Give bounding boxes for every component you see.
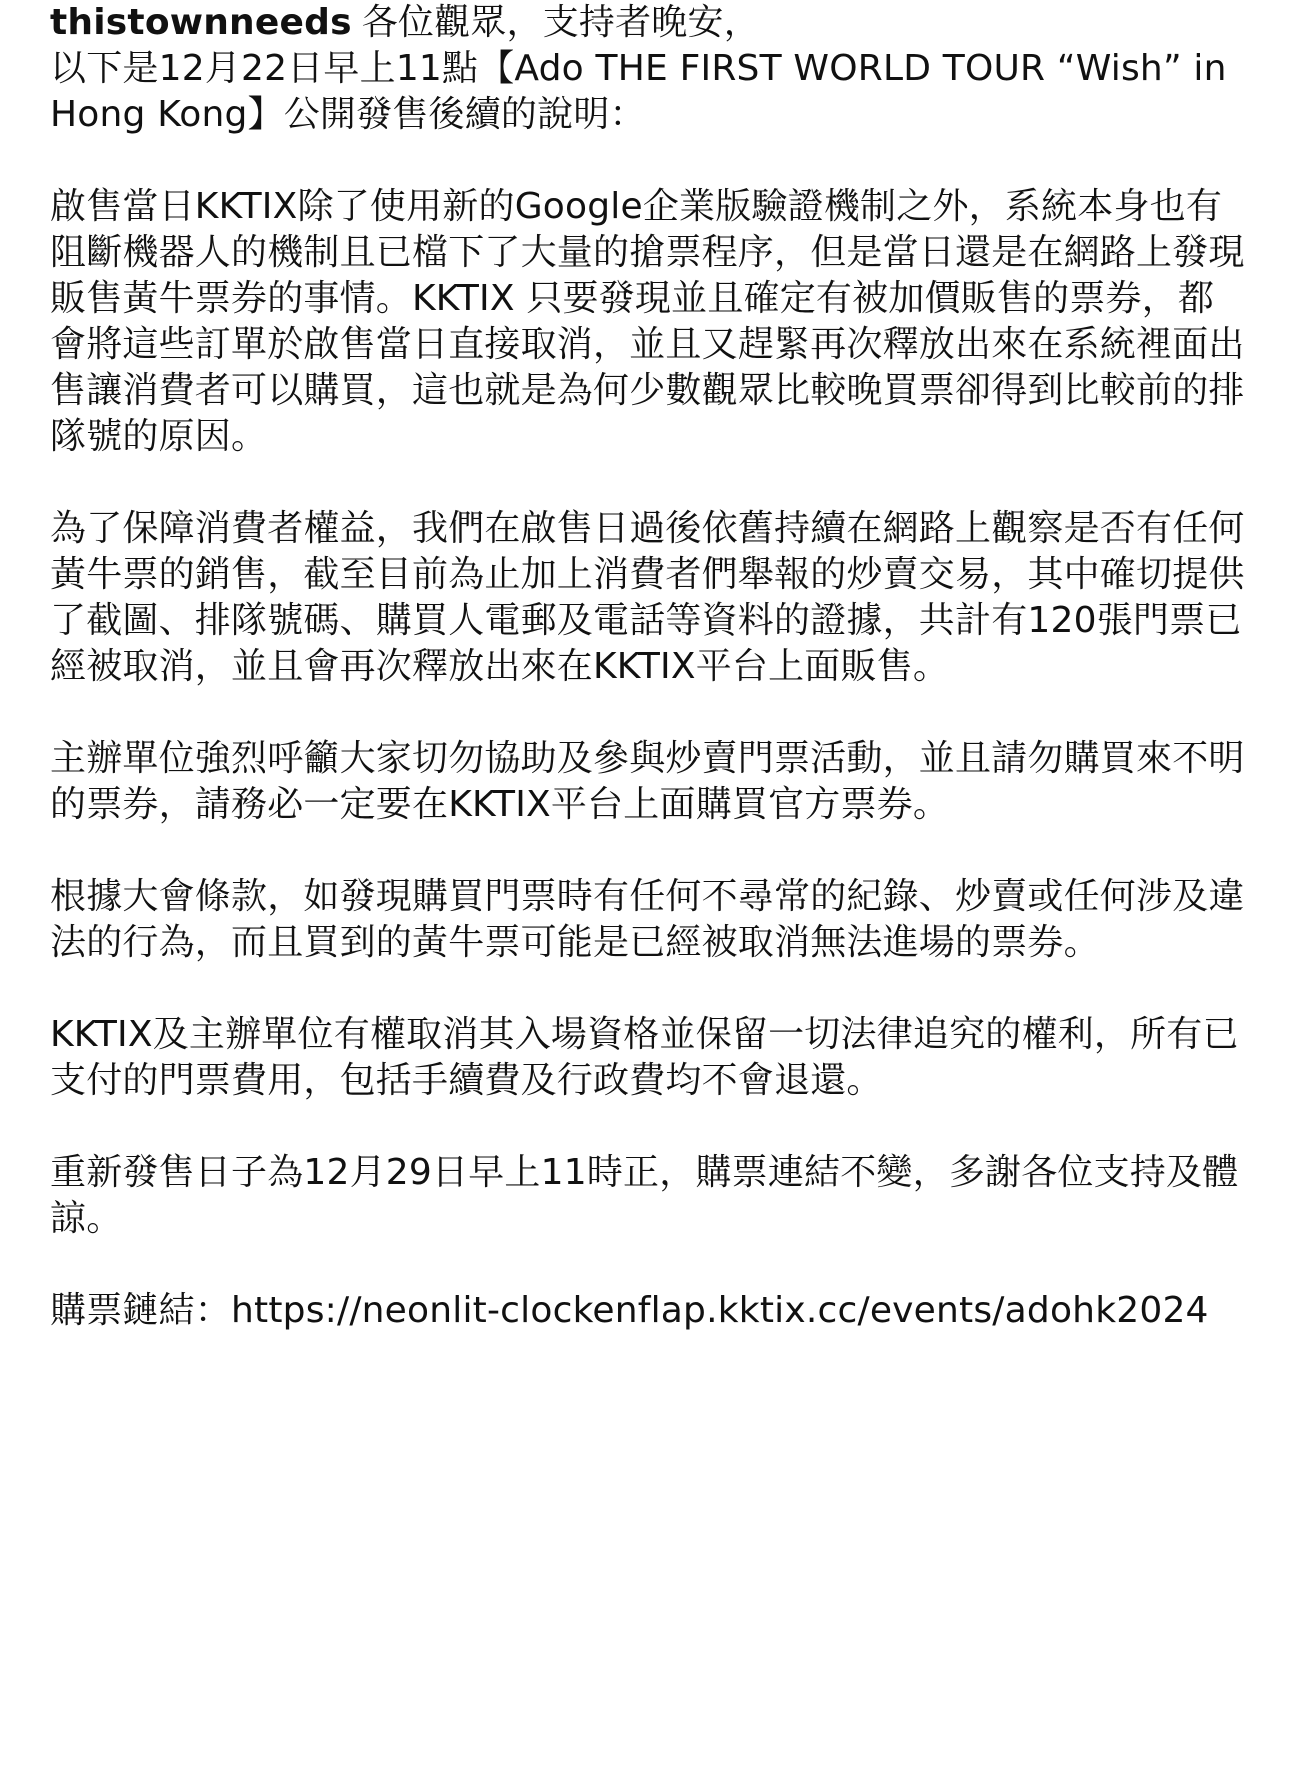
paragraph-terms: 根據大會條款，如發現購買門票時有任何不尋常的紀錄、炒賣或任何涉及違法的行為，而且買到的黃牛票可能是已經被取消無法進場的票券。: [50, 876, 1245, 963]
paragraph-resale-date: 重新發售日子為12月29日早上11時正，購票連結不變，多謝各位支持及體諒。: [50, 1152, 1239, 1239]
caption-intro: [50, 0, 1250, 138]
paragraph-gap: [50, 1104, 1250, 1150]
username[interactable]: thistownneeds: [50, 2, 352, 43]
paragraph-gap: [50, 1242, 1250, 1288]
purchase-link[interactable]: https://neonlit-clockenflap.kktix.cc/events/adohk2024: [231, 1290, 1209, 1331]
intro-line: 以下是12月22日早上11點【Ado THE FIRST WORLD TOUR “Wish” in Hong Kong】公開發售後續的說明：: [50, 48, 1227, 135]
post-caption: [50, 0, 1250, 1334]
link-label: 購票鏈結：: [50, 1290, 232, 1331]
purchase-link-line: [50, 1288, 1250, 1334]
paragraph-gap: [50, 690, 1250, 736]
paragraph-cancelled-tickets: 為了保障消費者權益，我們在啟售日過後依舊持續在網路上觀察是否有任何黃牛票的銷售，截至目前為止加上消費者們舉報的炒賣交易，其中確切提供了截圖、排隊號碼、購買人電郵及電話等資料的證據，共計有120張門票已經被取消，並且會再次釋放出來在KKTIX平台上面販售。: [50, 508, 1245, 687]
paragraph-rights: KKTIX及主辦單位有權取消其入場資格並保留一切法律追究的權利，所有已支付的門票費用，包括手續費及行政費均不會退還。: [50, 1014, 1239, 1101]
paragraph-gap: [50, 460, 1250, 506]
paragraph-gap: [50, 138, 1250, 184]
paragraph-gap: [50, 966, 1250, 1012]
greeting-text: 各位觀眾，支持者晚安，: [361, 2, 760, 43]
paragraph-anti-bot: 啟售當日KKTIX除了使用新的Google企業版驗證機制之外，系統本身也有阻斷機器人的機制且已檔下了大量的搶票程序，但是當日還是在網路上發現販售黃牛票券的事情。KKTIX 只要發現並且確定有被加價販售的票券，都會將這些訂單於啟售當日直接取消，並且又趕緊再次釋放出來在系統裡面出售讓消費者可以購買，這也就是為何少數觀眾比較晚買票卻得到比較前的排隊號的原因。: [50, 186, 1245, 457]
paragraph-gap: [50, 828, 1250, 874]
paragraph-appeal: 主辦單位強烈呼籲大家切勿協助及參與炒賣門票活動，並且請勿購買來不明的票券，請務必一定要在KKTIX平台上面購買官方票券。: [50, 738, 1245, 825]
